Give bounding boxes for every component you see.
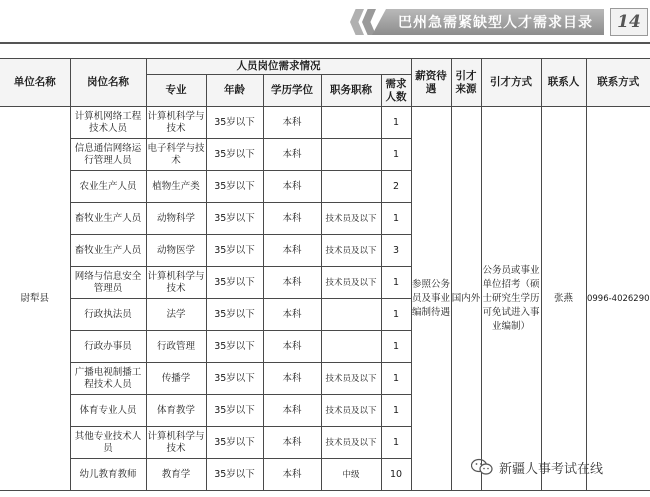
age-cell: 35岁以下 — [206, 139, 263, 171]
count-cell: 1 — [381, 107, 411, 139]
source-cell: 国内外 — [451, 107, 481, 491]
major-cell: 植物生产类 — [146, 171, 206, 203]
age-cell: 35岁以下 — [206, 235, 263, 267]
watermark — [471, 455, 649, 479]
title-cell — [321, 171, 381, 203]
header-major: 专业 — [146, 75, 206, 107]
header-source: 引才来源 — [451, 59, 481, 107]
position-cell: 畜牧业生产人员 — [70, 203, 146, 235]
major-cell: 计算机科学与技术 — [146, 107, 206, 139]
position-cell: 计算机网络工程技术人员 — [70, 107, 146, 139]
header-phone: 联系方式 — [586, 59, 650, 107]
position-cell: 农业生产人员 — [70, 171, 146, 203]
title-cell: 技术员及以下 — [321, 235, 381, 267]
title-cell — [321, 331, 381, 363]
count-cell: 1 — [381, 299, 411, 331]
age-cell: 35岁以下 — [206, 299, 263, 331]
header-contact: 联系人 — [541, 59, 586, 107]
position-cell: 行政执法员 — [70, 299, 146, 331]
page-title: 巴州急需紧缺型人才需求目录 — [398, 15, 593, 31]
age-cell: 35岁以下 — [206, 395, 263, 427]
talent-demand-table — [0, 58, 650, 491]
salary-cell: 参照公务员及事业编制待遇 — [411, 107, 451, 491]
count-cell: 1 — [381, 427, 411, 459]
education-cell: 本科 — [263, 395, 321, 427]
education-cell: 本科 — [263, 331, 321, 363]
age-cell: 35岁以下 — [206, 427, 263, 459]
title-cell: 技术员及以下 — [321, 203, 381, 235]
education-cell: 本科 — [263, 363, 321, 395]
count-cell: 2 — [381, 171, 411, 203]
position-cell: 畜牧业生产人员 — [70, 235, 146, 267]
count-cell: 1 — [381, 139, 411, 171]
major-cell: 动物科学 — [146, 203, 206, 235]
age-cell: 35岁以下 — [206, 171, 263, 203]
header-method: 引才方式 — [481, 59, 541, 107]
major-cell: 传播学 — [146, 363, 206, 395]
table-body — [0, 107, 650, 491]
education-cell: 本科 — [263, 427, 321, 459]
title-cell: 技术员及以下 — [321, 427, 381, 459]
age-cell: 35岁以下 — [206, 203, 263, 235]
watermark-text: 新疆人事考试在线 — [499, 461, 604, 477]
position-cell: 行政办事员 — [70, 331, 146, 363]
position-cell: 体育专业人员 — [70, 395, 146, 427]
title-cell: 中级 — [321, 459, 381, 491]
major-cell: 计算机科学与技术 — [146, 427, 206, 459]
position-cell: 网络与信息安全管理员 — [70, 267, 146, 299]
major-cell: 计算机科学与技术 — [146, 267, 206, 299]
position-cell: 幼儿教育教师 — [70, 459, 146, 491]
count-cell: 1 — [381, 331, 411, 363]
major-cell: 行政管理 — [146, 331, 206, 363]
education-cell: 本科 — [263, 459, 321, 491]
major-cell: 体育教学 — [146, 395, 206, 427]
title-cell — [321, 139, 381, 171]
age-cell: 35岁以下 — [206, 107, 263, 139]
count-cell: 1 — [381, 395, 411, 427]
age-cell: 35岁以下 — [206, 331, 263, 363]
header-education: 学历学位 — [263, 75, 321, 107]
chevron-decoration — [362, 9, 376, 35]
count-cell: 1 — [381, 267, 411, 299]
header-age: 年龄 — [206, 75, 263, 107]
phone-cell: 0996-4026290 — [586, 107, 650, 491]
age-cell: 35岁以下 — [206, 459, 263, 491]
count-cell: 3 — [381, 235, 411, 267]
header-unit: 单位名称 — [0, 59, 70, 107]
chevron-decoration — [350, 9, 364, 35]
education-cell: 本科 — [263, 267, 321, 299]
unit-name-cell: 尉犁县 — [0, 107, 70, 491]
header-position: 岗位名称 — [70, 59, 146, 107]
position-cell: 信息通信网络运行管理人员 — [70, 139, 146, 171]
title-cell — [321, 107, 381, 139]
count-cell: 1 — [381, 203, 411, 235]
page-header — [0, 0, 650, 50]
position-cell: 广播电视制播工程技术人员 — [70, 363, 146, 395]
title-cell: 技术员及以下 — [321, 395, 381, 427]
wechat-icon — [471, 458, 493, 476]
education-cell: 本科 — [263, 203, 321, 235]
header-count: 需求人数 — [381, 75, 411, 107]
position-cell: 其他专业技术人员 — [70, 427, 146, 459]
education-cell: 本科 — [263, 171, 321, 203]
major-cell: 教育学 — [146, 459, 206, 491]
count-cell: 1 — [381, 363, 411, 395]
education-cell: 本科 — [263, 107, 321, 139]
title-cell: 技术员及以下 — [321, 363, 381, 395]
count-cell: 10 — [381, 459, 411, 491]
method-cell: 公务员或事业单位招考（硕士研究生学历可免试进入事业编制） — [481, 107, 541, 491]
page-number: 14 — [610, 8, 648, 36]
age-cell: 35岁以下 — [206, 363, 263, 395]
education-cell: 本科 — [263, 139, 321, 171]
major-cell: 电子科学与技术 — [146, 139, 206, 171]
age-cell: 35岁以下 — [206, 267, 263, 299]
title-cell: 技术员及以下 — [321, 267, 381, 299]
major-cell: 动物医学 — [146, 235, 206, 267]
education-cell: 本科 — [263, 299, 321, 331]
table-row — [0, 107, 650, 139]
header-group-demand: 人员岗位需求情况 — [146, 59, 411, 75]
major-cell: 法学 — [146, 299, 206, 331]
title-cell — [321, 299, 381, 331]
contact-cell: 张燕 — [541, 107, 586, 491]
education-cell: 本科 — [263, 235, 321, 267]
header-salary: 薪资待遇 — [411, 59, 451, 107]
header-rule — [0, 42, 650, 44]
header-title: 职务职称 — [321, 75, 381, 107]
